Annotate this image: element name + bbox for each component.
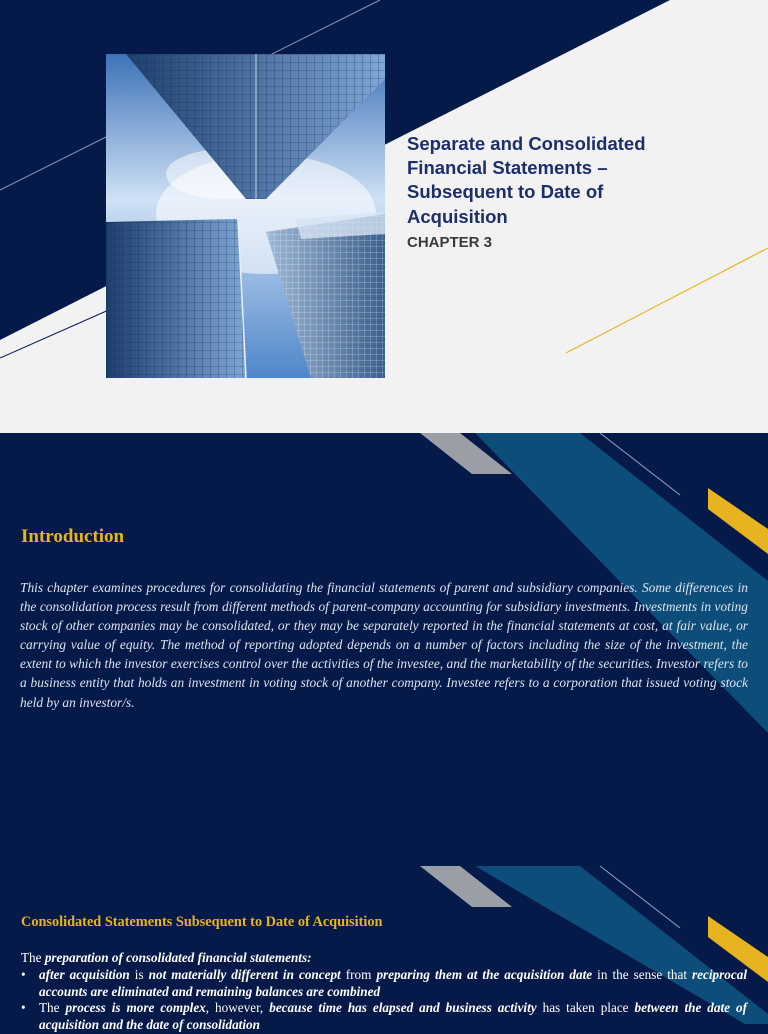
introduction-paragraph: This chapter examines procedures for consolidating the financial statements of parent and subsidiary companies. Some differences in the consolidation process result from different methods of parent-company accounting for subsidiary investments. Investments in voting stock of other companies may be consolidated, or they may be separately reported in the financial statements at cost, at fair value, or carrying value of equity. The method of reporting adopted depends on a number of factors including the size of the investment, the extent to which the investor exercises control over the activities of the investee, and the marketability of the securities. Investor refers to a business entity that holds an investment in voting stock of another company. Investee refers to a corporation that issued voting stock held by an investor/s. xyxy=(20,580,748,710)
bullet-list xyxy=(21,967,747,1034)
plain-text: is xyxy=(129,966,149,982)
consolidation-body xyxy=(21,950,747,1034)
presentation-title xyxy=(407,132,727,251)
chapter-label: CHAPTER 3 xyxy=(407,233,493,251)
section-heading: Consolidated Statements Subsequent to Date of Acquisition xyxy=(21,914,383,930)
plain-text: , however, xyxy=(205,1000,270,1016)
title-line: Financial Statements – xyxy=(407,157,608,179)
emphasis-text: of acquisition and the date of consolidation xyxy=(39,1000,747,1033)
emphasis-text: because time has elapsed and business activity xyxy=(269,1000,537,1016)
title-line: Subsequent to Date of xyxy=(407,181,604,203)
intro-plain-text: The xyxy=(21,950,45,965)
emphasis-text: preparing them at the acquisition date xyxy=(376,966,593,982)
title-slide xyxy=(0,0,768,433)
skyscraper-photo xyxy=(106,54,385,378)
plain-text: in the sense that xyxy=(592,966,693,982)
title-line: Separate and Consolidated xyxy=(407,133,646,154)
gold-accent-line xyxy=(566,248,768,353)
introduction-slide xyxy=(0,433,768,866)
emphasis-text: between the date xyxy=(634,1000,730,1016)
emphasis-text: process is more complex xyxy=(65,1000,206,1016)
title-line: Acquisition xyxy=(407,205,508,227)
list-item xyxy=(21,1000,747,1034)
emphasis-text: reciprocal accounts are eliminated and remaining balances are combined xyxy=(39,966,747,999)
emphasis-text: after acquisition xyxy=(39,966,130,982)
plain-text: has taken place xyxy=(536,1000,635,1016)
plain-text: The xyxy=(39,1000,66,1016)
list-item xyxy=(21,967,747,1001)
plain-text: from xyxy=(340,966,377,982)
intro-emphasis: preparation of consolidated financial statements: xyxy=(44,950,312,965)
intro-line xyxy=(21,950,747,967)
section-heading: Introduction xyxy=(21,526,125,547)
emphasis-text: not materially different in concept xyxy=(148,966,341,982)
consolidated-statements-slide xyxy=(0,866,768,1033)
